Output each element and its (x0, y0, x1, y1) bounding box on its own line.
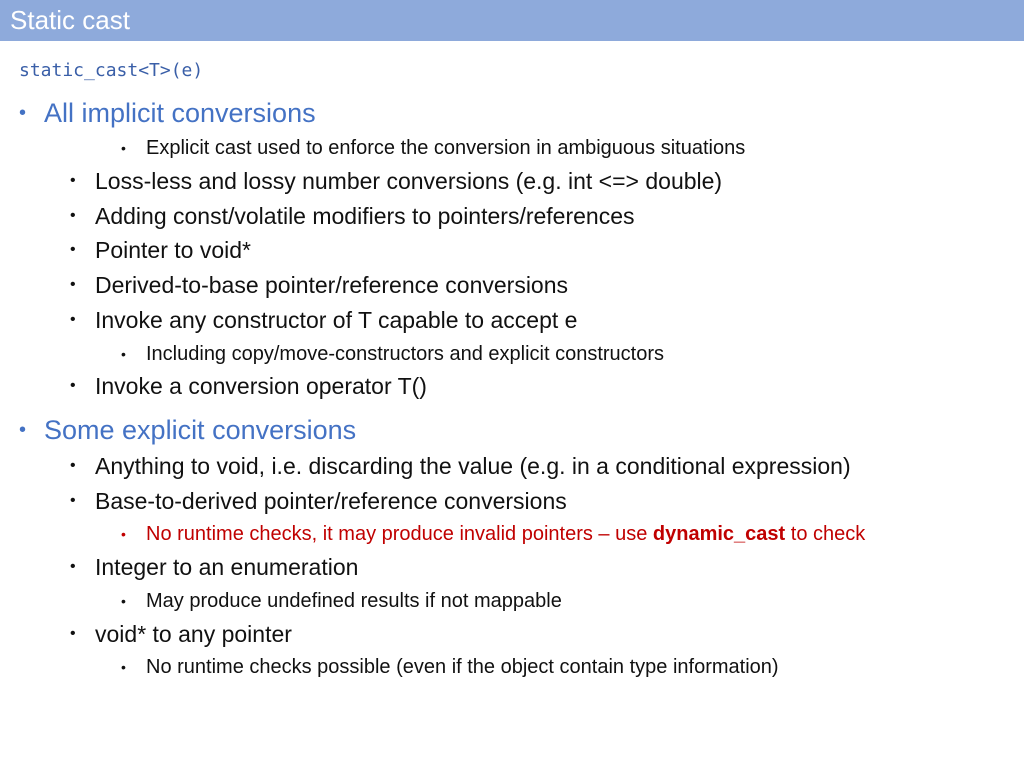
code-signature: static_cast<T>(e) (19, 60, 204, 81)
dynamic-cast-emphasis: dynamic_cast (652, 523, 786, 545)
bullet-icon: • (121, 593, 126, 609)
warning-text-after: to check (785, 523, 866, 545)
bullet-icon: • (121, 659, 126, 675)
list-item-text: Integer to an enumeration (95, 554, 359, 580)
warning-text-before: No runtime checks, it may produce invalid pointers – use (146, 523, 653, 545)
list-item-text: Invoke any constructor of T capable to accept e (95, 307, 578, 333)
list-item-text: No runtime checks possible (even if the object contain type information) (146, 656, 779, 678)
list-item-text: Pointer to void* (95, 237, 251, 263)
bullet-icon: • (70, 241, 76, 258)
bullet-icon: • (121, 526, 126, 542)
bullet-icon: • (70, 492, 76, 509)
list-item-text: Loss-less and lossy number conversions (e.g. int <=> double) (95, 168, 723, 194)
heading-text: Some explicit conversions (44, 415, 357, 445)
list-item-text: Including copy/move-constructors and explicit constructors (146, 343, 665, 365)
list-item-text: Adding const/volatile modifiers to pointers/references (95, 203, 635, 229)
bullet-icon: • (70, 172, 76, 189)
list-item-text: May produce undefined results if not mappable (146, 590, 562, 612)
list-item-text: Anything to void, i.e. discarding the value (e.g. in a conditional expression) (95, 453, 851, 479)
list-item-text: Derived-to-base pointer/reference conversions (95, 272, 569, 298)
bullet-icon: • (70, 625, 76, 642)
list-item-text: void* to any pointer (95, 621, 292, 647)
list-item-text: Explicit cast used to enforce the conversion in ambiguous situations (146, 137, 746, 159)
bullet-icon: • (70, 558, 76, 575)
list-item-text: Invoke a conversion operator T() (95, 373, 427, 399)
bullet-icon: • (70, 457, 76, 474)
bullet-icon: • (121, 140, 126, 156)
heading-text: All implicit conversions (44, 98, 316, 128)
bullet-icon: • (19, 102, 27, 124)
list-item-text: Base-to-derived pointer/reference conversions (95, 488, 567, 514)
warning-text (146, 522, 865, 546)
slide-title: Static cast (10, 5, 130, 35)
title-bar (0, 0, 1024, 41)
bullet-icon: • (70, 276, 76, 293)
bullet-icon: • (70, 311, 76, 328)
bullet-icon: • (121, 346, 126, 362)
bullet-icon: • (70, 377, 76, 394)
bullet-icon: • (70, 207, 76, 224)
bullet-icon: • (19, 419, 27, 441)
